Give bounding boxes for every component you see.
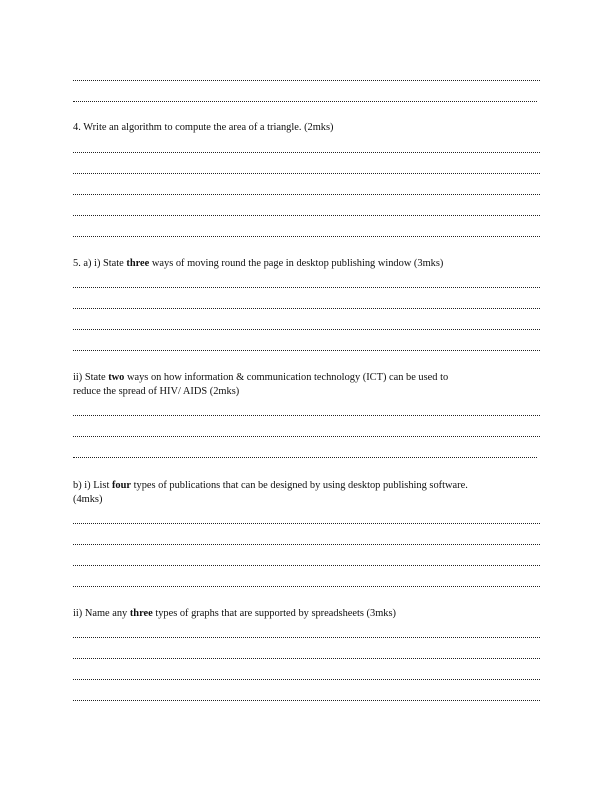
q-text: types of graphs that are supported by spreadsheets (3mks) bbox=[152, 608, 396, 619]
q-text: ii) Name any bbox=[73, 608, 130, 619]
question-5b-ii bbox=[73, 607, 396, 621]
answer-line[interactable] bbox=[73, 436, 540, 437]
answer-line[interactable] bbox=[73, 329, 540, 330]
answer-line[interactable] bbox=[73, 287, 540, 288]
q-text: (4mks) bbox=[73, 494, 103, 505]
answer-line[interactable] bbox=[73, 152, 540, 153]
question-5a-ii bbox=[73, 371, 448, 399]
answer-line[interactable] bbox=[73, 679, 540, 680]
answer-line[interactable] bbox=[73, 523, 540, 524]
answer-line[interactable] bbox=[73, 544, 540, 545]
answer-line[interactable] bbox=[73, 308, 540, 309]
q-text: reduce the spread of HIV/ AIDS (2mks) bbox=[73, 386, 240, 397]
answer-line[interactable] bbox=[73, 415, 540, 416]
q-text: ii) State bbox=[73, 372, 109, 383]
q-emphasis: four bbox=[111, 480, 132, 491]
q-emphasis: two bbox=[108, 372, 125, 383]
question-4: 4. Write an algorithm to compute the area of a triangle. (2mks) bbox=[73, 122, 334, 133]
q-text: ways of moving round the page in desktop publishing window (3mks) bbox=[149, 258, 444, 269]
q-text: 5. a) i) State bbox=[73, 258, 127, 269]
question-5a-i bbox=[73, 257, 443, 271]
answer-line[interactable] bbox=[73, 80, 540, 81]
answer-line[interactable] bbox=[73, 565, 540, 566]
answer-line[interactable] bbox=[73, 194, 540, 195]
answer-line[interactable] bbox=[73, 236, 540, 237]
answer-line[interactable] bbox=[73, 457, 537, 458]
q-emphasis: three bbox=[129, 608, 153, 619]
question-5b-i bbox=[73, 479, 468, 507]
q-text: b) i) List bbox=[73, 480, 112, 491]
q-emphasis: three bbox=[126, 258, 150, 269]
answer-line[interactable] bbox=[73, 350, 540, 351]
q-text: ways on how information & communication technology (ICT) can be used to bbox=[124, 372, 449, 383]
answer-line[interactable] bbox=[73, 658, 540, 659]
answer-line[interactable] bbox=[73, 637, 540, 638]
answer-line[interactable] bbox=[73, 215, 540, 216]
answer-line[interactable] bbox=[73, 586, 540, 587]
answer-line[interactable] bbox=[73, 700, 540, 701]
q-text: types of publications that can be designed by using desktop publishing software. bbox=[131, 480, 468, 491]
answer-line[interactable] bbox=[73, 101, 537, 102]
answer-line[interactable] bbox=[73, 173, 540, 174]
